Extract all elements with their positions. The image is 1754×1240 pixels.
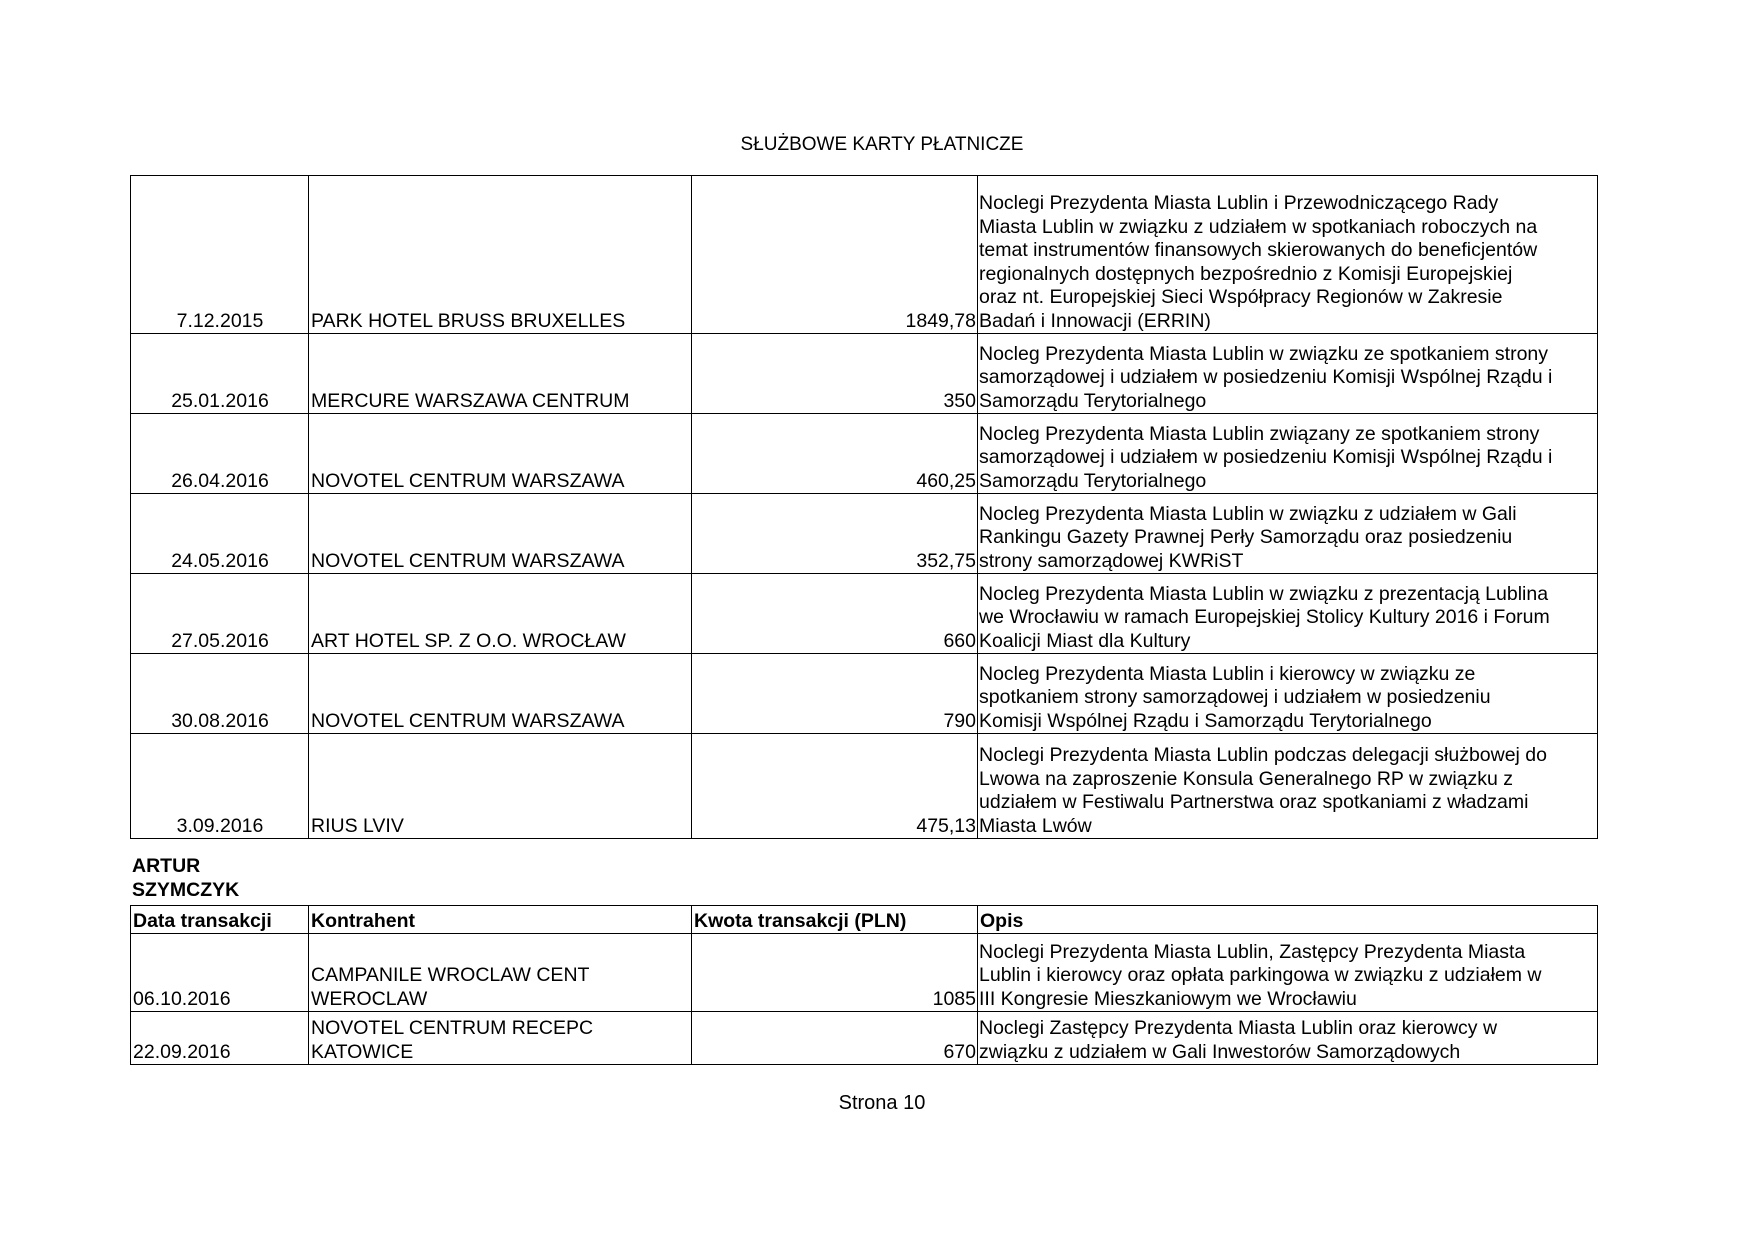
transactions-table-1 — [130, 175, 1598, 839]
transaction-amount: 1849,78 — [692, 176, 978, 334]
transaction-amount: 670 — [692, 1012, 978, 1065]
cardholder-name — [132, 855, 239, 902]
description-line: Miasta Lublin w związku z udziałem w spotkaniach roboczych na — [979, 215, 1538, 238]
contractor: ART HOTEL SP. Z O.O. WROCŁAW — [309, 574, 692, 654]
transaction-amount: 1085 — [692, 934, 978, 1012]
description-line: związku z udziałem w Gali Inwestorów Samorządowych — [979, 1040, 1461, 1063]
table-row — [131, 176, 1598, 334]
cardholder-last-name: SZYMCZYK — [132, 878, 240, 901]
description-line: Nocleg Prezydenta Miasta Lublin w związku z prezentacją Lublina — [979, 582, 1549, 605]
transaction-amount: 790 — [692, 654, 978, 734]
contractor: PARK HOTEL BRUSS BRUXELLES — [309, 176, 692, 334]
transaction-description — [978, 1012, 1598, 1065]
header-contractor: Kontrahent — [309, 906, 692, 934]
transaction-amount: 660 — [692, 574, 978, 654]
page-number: Strona 10 — [838, 1092, 926, 1114]
contractor: MERCURE WARSZAWA CENTRUM — [309, 334, 692, 414]
transaction-description — [978, 574, 1598, 654]
contractor-line: KATOWICE — [311, 1040, 414, 1063]
cardholder-first-name: ARTUR — [132, 855, 201, 877]
transaction-description — [978, 494, 1598, 574]
transaction-date: 3.09.2016 — [131, 734, 309, 839]
description-line: Lublin i kierowcy oraz opłata parkingowa w związku z udziałem w — [979, 964, 1542, 986]
transaction-description — [978, 654, 1598, 734]
table-row — [131, 334, 1598, 414]
page-title: SŁUŻBOWE KARTY PŁATNICZE — [740, 134, 1024, 155]
transaction-date: 27.05.2016 — [131, 574, 309, 654]
description-line: we Wrocławiu w ramach Europejskiej Stolicy Kultury 2016 i Forum — [979, 606, 1550, 628]
description-line: samorządowej i udziałem w posiedzeniu Komisji Wspólnej Rządu i — [979, 366, 1553, 388]
contractor-line: WEROCLAW — [311, 987, 428, 1010]
contractor — [309, 1012, 692, 1065]
description-line: Nocleg Prezydenta Miasta Lublin i kierowcy w związku ze — [979, 662, 1476, 685]
description-line: Rankingu Gazety Prawnej Perły Samorządu oraz posiedzeniu — [979, 526, 1513, 548]
description-line: udziałem w Festiwalu Partnerstwa oraz spotkaniami z władzami — [979, 791, 1529, 813]
transaction-date: 06.10.2016 — [131, 934, 309, 1012]
transaction-amount: 352,75 — [692, 494, 978, 574]
transaction-amount: 460,25 — [692, 414, 978, 494]
table-row — [131, 734, 1598, 839]
description-line: Badań i Innowacji (ERRIN) — [979, 309, 1211, 332]
header-description: Opis — [978, 906, 1598, 934]
transaction-description — [978, 334, 1598, 414]
description-line: strony samorządowej KWRiST — [979, 549, 1244, 572]
header-amount: Kwota transakcji (PLN) — [692, 906, 978, 934]
table-row — [131, 654, 1598, 734]
transaction-description — [978, 414, 1598, 494]
description-line: Noclegi Prezydenta Miasta Lublin i Przewodniczącego Rady — [979, 192, 1499, 214]
description-line: III Kongresie Mieszkaniowym we Wrocławiu — [979, 987, 1357, 1010]
table-row — [131, 414, 1598, 494]
description-line: Komisji Wspólnej Rządu i Samorządu Terytorialnego — [979, 709, 1432, 732]
description-line: Noclegi Prezydenta Miasta Lublin, Zastępcy Prezydenta Miasta — [979, 940, 1526, 963]
description-line: Nocleg Prezydenta Miasta Lublin w związku ze spotkaniem strony — [979, 342, 1549, 365]
description-line: temat instrumentów finansowych skierowanych do beneficjentów — [979, 239, 1538, 261]
transaction-date: 22.09.2016 — [131, 1012, 309, 1065]
transaction-amount: 350 — [692, 334, 978, 414]
transaction-description — [978, 934, 1598, 1012]
contractor-line: NOVOTEL CENTRUM RECEPC — [311, 1017, 594, 1039]
transaction-date: 7.12.2015 — [131, 176, 309, 334]
contractor: RIUS LVIV — [309, 734, 692, 839]
table-row — [131, 934, 1598, 1012]
description-line: Noclegi Zastępcy Prezydenta Miasta Lublin oraz kierowcy w — [979, 1017, 1498, 1039]
table-row — [131, 1012, 1598, 1065]
transaction-date: 26.04.2016 — [131, 414, 309, 494]
transaction-description — [978, 734, 1598, 839]
description-line: Lwowa na zaproszenie Konsula Generalnego RP w związku z — [979, 767, 1514, 790]
table-row — [131, 494, 1598, 574]
description-line: Nocleg Prezydenta Miasta Lublin w związku z udziałem w Gali — [979, 502, 1517, 525]
description-line: Noclegi Prezydenta Miasta Lublin podczas delegacji służbowej do — [979, 744, 1547, 766]
transaction-description — [978, 176, 1598, 334]
contractor: NOVOTEL CENTRUM WARSZAWA — [309, 654, 692, 734]
transactions-table-2 — [130, 905, 1598, 1065]
description-line: regionalnych dostępnych bezpośrednio z Komisji Europejskiej — [979, 262, 1513, 285]
table-row — [131, 574, 1598, 654]
description-line: oraz nt. Europejskiej Sieci Współpracy Regionów w Zakresie — [979, 286, 1503, 308]
description-line: Samorządu Terytorialnego — [979, 389, 1207, 412]
contractor: NOVOTEL CENTRUM WARSZAWA — [309, 414, 692, 494]
transaction-date: 25.01.2016 — [131, 334, 309, 414]
description-line: Miasta Lwów — [979, 814, 1092, 837]
table-header-row — [131, 906, 1598, 934]
contractor: NOVOTEL CENTRUM WARSZAWA — [309, 494, 692, 574]
contractor — [309, 934, 692, 1012]
description-line: spotkaniem strony samorządowej i udziałem w posiedzeniu — [979, 686, 1491, 708]
description-line: Nocleg Prezydenta Miasta Lublin związany ze spotkaniem strony — [979, 422, 1540, 445]
transaction-date: 30.08.2016 — [131, 654, 309, 734]
description-line: Koalicji Miast dla Kultury — [979, 629, 1191, 652]
description-line: samorządowej i udziałem w posiedzeniu Komisji Wspólnej Rządu i — [979, 446, 1553, 468]
transaction-amount: 475,13 — [692, 734, 978, 839]
transaction-date: 24.05.2016 — [131, 494, 309, 574]
contractor-line: CAMPANILE WROCLAW CENT — [311, 964, 590, 986]
description-line: Samorządu Terytorialnego — [979, 469, 1207, 492]
header-date: Data transakcji — [131, 906, 309, 934]
